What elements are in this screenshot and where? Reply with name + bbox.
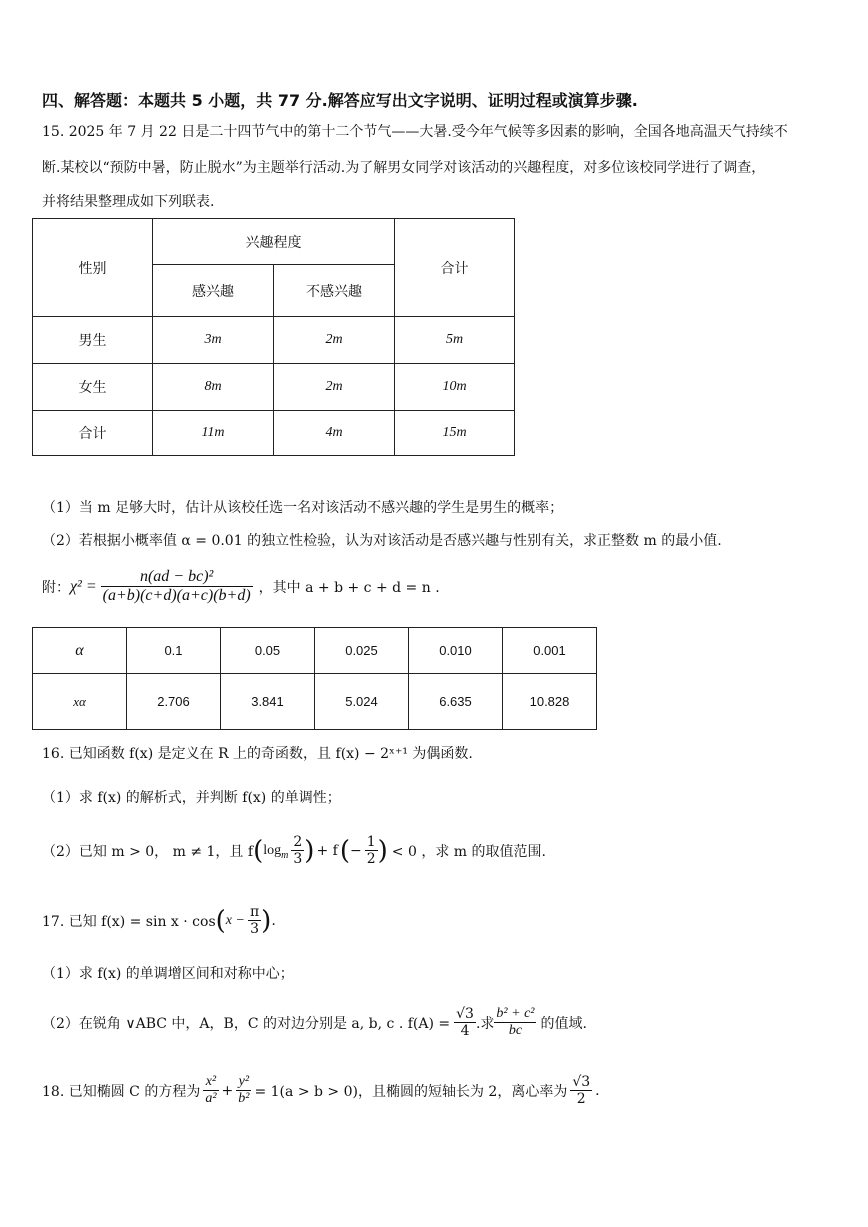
- table-cell: 10m: [395, 364, 515, 411]
- th-total: 合计: [395, 219, 515, 317]
- th-interested: 感兴趣: [153, 265, 274, 317]
- appendix-label: 附：: [42, 579, 70, 596]
- q17-stem: [42, 904, 276, 937]
- plus-sign: +: [221, 1082, 234, 1099]
- chi-numerator: n(ad − bc)²: [139, 568, 214, 585]
- fraction-denominator: 3: [248, 920, 261, 937]
- paren-close: ): [377, 835, 388, 866]
- critical-value-table: [32, 627, 597, 730]
- log-text: log: [263, 842, 282, 858]
- table-cell: 0.001: [503, 628, 597, 674]
- paren-open: (: [339, 835, 350, 866]
- q17-part2: [42, 1006, 587, 1039]
- chi-left: χ² =: [70, 577, 97, 595]
- row-label: 男生: [33, 317, 153, 364]
- table-cell: 2.706: [127, 674, 221, 730]
- q16-part1: （1）求 f(x) 的解析式，并判断 f(x) 的单调性；: [42, 790, 341, 806]
- fraction-pi-third: [248, 904, 261, 937]
- fraction-b2c2-over-bc: [494, 1006, 536, 1039]
- fraction-numerator: y²: [238, 1074, 250, 1089]
- table-cell: 11m: [153, 411, 274, 456]
- row-label-x: xα: [33, 674, 127, 730]
- q15-line1: 15. 2025 年 7 月 22 日是二十四节气中的第十二个节气——大暑.受今年气候等多因素的影响，全国各地高温天气持续不: [42, 124, 788, 140]
- fraction-denominator: 3: [293, 851, 303, 867]
- table-cell: 6.635: [409, 674, 503, 730]
- chi-tail: ，其中 a + b + c + d = n .: [258, 579, 440, 596]
- table-cell: 5.024: [315, 674, 409, 730]
- fraction-denominator: 2: [570, 1090, 592, 1107]
- fraction-two-thirds: [291, 834, 304, 867]
- fraction-denominator: 2: [366, 851, 376, 867]
- table-row: [33, 674, 597, 730]
- row-label-alpha: α: [33, 628, 127, 674]
- q16-part2-lead: （2）已知 m > 0， m ≠ 1，且 f: [42, 843, 254, 860]
- q17-part2-lead: （2）在锐角 ∨ABC 中，A，B，C 的对边分别是 a, b, c . f(A) =: [42, 1015, 451, 1032]
- row-label: 合计: [33, 411, 153, 456]
- q16-part2-tail: < 0 ，求 m 的取值范围.: [391, 843, 546, 860]
- table-cell: 3m: [153, 317, 274, 364]
- table-row: [33, 411, 515, 456]
- q17-part2-tail: 的值域.: [540, 1015, 587, 1032]
- q17-stem-end: .: [271, 912, 276, 929]
- chi-square-formula: [42, 568, 440, 605]
- q18-stem: [42, 1074, 600, 1107]
- table-cell: 2m: [274, 317, 395, 364]
- table-row: [33, 628, 597, 674]
- table-cell: 3.841: [221, 674, 315, 730]
- q16-part2: [42, 834, 546, 867]
- minus-sign: −: [349, 842, 362, 859]
- th-interest: 兴趣程度: [153, 219, 395, 265]
- table-cell: 5m: [395, 317, 515, 364]
- q17-stem-x: x −: [225, 912, 245, 928]
- paren-open: (: [253, 835, 264, 866]
- row-label: 女生: [33, 364, 153, 411]
- fraction-numerator: b² + c²: [496, 1006, 535, 1021]
- table-cell: 4m: [274, 411, 395, 456]
- fraction-denominator: 4: [454, 1022, 476, 1039]
- q17-part1: （1）求 f(x) 的单调增区间和对称中心；: [42, 966, 294, 982]
- fraction-numerator: 2: [293, 834, 303, 850]
- q18-stem-end: .: [595, 1082, 600, 1099]
- fraction-root3-over-2: [570, 1074, 592, 1107]
- fraction-root3-over-4: [454, 1006, 476, 1039]
- table-cell: 10.828: [503, 674, 597, 730]
- plus-f: + f: [316, 842, 338, 859]
- fraction-numerator: π: [249, 904, 260, 920]
- th-gender: 性别: [33, 219, 153, 317]
- q18-stem-lead: 18. 已知椭圆 C 的方程为: [42, 1083, 201, 1100]
- table-cell: 0.025: [315, 628, 409, 674]
- chi-fraction: [101, 568, 253, 605]
- q16-stem: 16. 已知函数 f(x) 是定义在 R 上的奇函数，且 f(x) − 2ˣ⁺¹ 为偶函数.: [42, 746, 473, 762]
- q17-part2-mid: .求: [475, 1015, 495, 1032]
- chi-denominator: (a+b)(c+d)(a+c)(b+d): [102, 587, 251, 604]
- fraction-one-half: [365, 834, 378, 867]
- table-cell: 2m: [274, 364, 395, 411]
- fraction-numerator: x²: [205, 1074, 217, 1089]
- paren-close: ): [261, 905, 272, 936]
- q15-line3: 并将结果整理成如下列联表.: [42, 194, 215, 210]
- table-cell: 15m: [395, 411, 515, 456]
- q17-stem-lead: 17. 已知 f(x) = sin x · cos: [42, 913, 216, 930]
- fraction-denominator: a²: [205, 1091, 217, 1106]
- fraction-denominator: b²: [238, 1091, 250, 1106]
- log-base: m: [281, 850, 289, 861]
- paren-close: ): [304, 835, 315, 866]
- fraction-x2-over-a2: [203, 1074, 218, 1107]
- table-cell: 8m: [153, 364, 274, 411]
- q15-part1: （1）当 m 足够大时，估计从该校任选一名对该活动不感兴趣的学生是男生的概率；: [42, 500, 564, 516]
- q18-stem-mid: = 1(a > b > 0)，且椭圆的短轴长为 2，离心率为: [254, 1083, 568, 1100]
- fraction-y2-over-b2: [236, 1074, 251, 1107]
- th-not-interested: 不感兴趣: [274, 265, 395, 317]
- table-cell: 0.1: [127, 628, 221, 674]
- paren-open: (: [215, 905, 226, 936]
- table-cell: 0.05: [221, 628, 315, 674]
- fraction-numerator: 1: [366, 834, 376, 850]
- section-title: 四、解答题：本题共 5 小题，共 77 分.解答应写出文字说明、证明过程或演算步骤.: [42, 91, 638, 110]
- fraction-denominator: bc: [494, 1022, 536, 1039]
- fraction-numerator: √3: [456, 1006, 474, 1022]
- fraction-numerator: √3: [572, 1074, 591, 1090]
- contingency-table: [32, 218, 515, 456]
- table-cell: 0.010: [409, 628, 503, 674]
- table-row: [33, 364, 515, 411]
- q15-line2: 断.某校以“预防中暑，防止脱水”为主题举行活动.为了解男女同学对该活动的兴趣程度，对多位该校同学进行了调查，: [42, 160, 766, 176]
- table-row: [33, 317, 515, 364]
- q15-part2: （2）若根据小概率值 α = 0.01 的独立性检验，认为对该活动是否感兴趣与性别有关，求正整数 m 的最小值.: [42, 533, 722, 549]
